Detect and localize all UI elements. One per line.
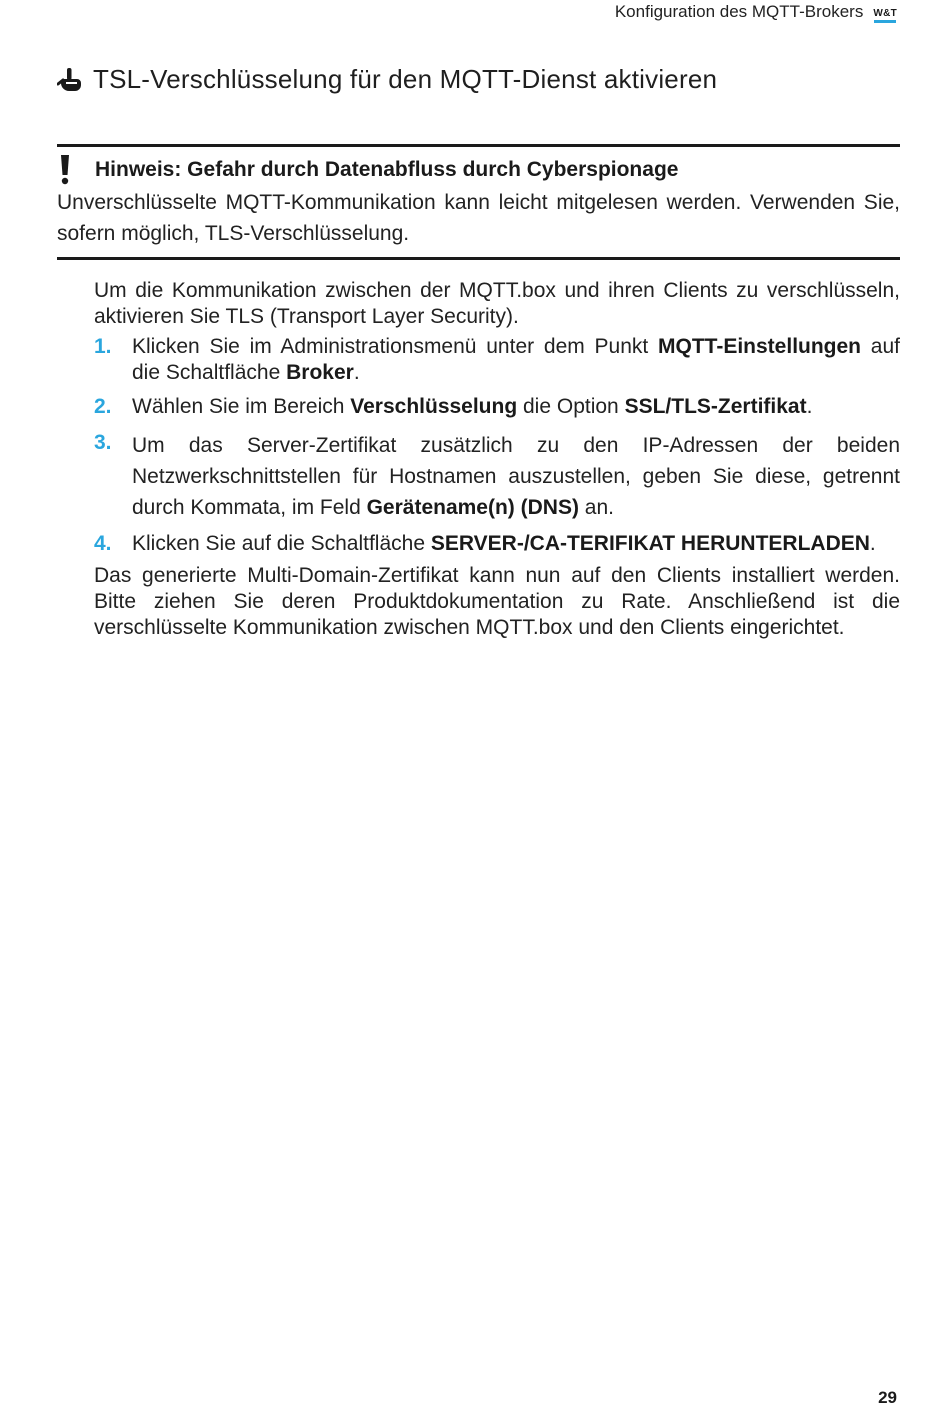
outro-paragraph: Das generierte Multi-Domain-Zertifikat kann nun auf den Clients installiert werden. Bitte ziehen Sie deren Produktdokumentation zu Rate. Anschließend ist die verschlüsselte Kommunikation zwischen MQTT.box und den Clients eingerichtet. [94, 564, 900, 639]
step-text: Wählen Sie im Bereich Verschlüsselung die Option SSL/TLS-Zertifikat. [132, 395, 813, 418]
ui-term: Gerätename(n) (DNS) [366, 496, 579, 519]
step-item [94, 334, 900, 386]
step-item [94, 430, 900, 523]
step-number: 4. [94, 532, 112, 555]
exclamation-icon [57, 154, 95, 186]
hand-pointer-icon [57, 67, 83, 93]
warning-box [57, 144, 900, 260]
warning-title: Hinweis: Gefahr durch Datenabfluss durch Cyberspionage [95, 158, 679, 181]
ui-term: SERVER-/CA-TERIFIKAT HERUNTERLADEN [430, 532, 870, 555]
page-title: TSL-Verschlüsselung für den MQTT-Dienst aktivieren [93, 64, 718, 94]
step-number: 3. [94, 431, 112, 454]
logo-text: W&T [873, 7, 897, 19]
logo-underline [874, 20, 896, 23]
page-number: 29 [878, 1388, 897, 1407]
running-header [615, 0, 897, 24]
step-list [94, 334, 900, 557]
step-item [94, 394, 900, 420]
wt-logo [873, 8, 897, 23]
ui-term: Broker [286, 361, 354, 384]
ui-term: MQTT-Einstellungen [658, 335, 862, 358]
step-number: 1. [94, 335, 112, 358]
section-heading [57, 64, 900, 95]
step-text: Um das Server-Zertifikat zusätzlich zu den IP-Adressen der beiden Netzwerkschnittstellen für Hostnamen auszustellen, geben Sie diese, getrennt durch Kommata, im Feld Gerätename(n) (DNS) an. [132, 434, 900, 519]
warning-header [57, 153, 900, 187]
step-item [94, 531, 900, 557]
step-text: Klicken Sie auf die Schaltfläche SERVER-/CA-TERIFIKAT HERUNTERLADEN. [132, 532, 876, 555]
main-content [94, 278, 900, 641]
intro-paragraph: Um die Kommunikation zwischen der MQTT.box und ihren Clients zu verschlüsseln, aktivieren Sie TLS (Transport Layer Security). [94, 279, 900, 328]
warning-text: Unverschlüsselte MQTT-Kommunikation kann leicht mitgelesen werden. Verwenden Sie, sofern möglich, TLS-Verschlüsselung. [57, 191, 900, 245]
section-title: Konfiguration des MQTT-Brokers [614, 2, 864, 21]
step-number: 2. [94, 395, 112, 418]
step-text: Klicken Sie im Administrationsmenü unter dem Punkt MQTT-Einstellungen auf die Schaltfläche Broker. [132, 335, 900, 384]
ui-term: SSL/TLS-Zertifikat [624, 395, 807, 418]
ui-term: Verschlüsselung [350, 395, 518, 418]
